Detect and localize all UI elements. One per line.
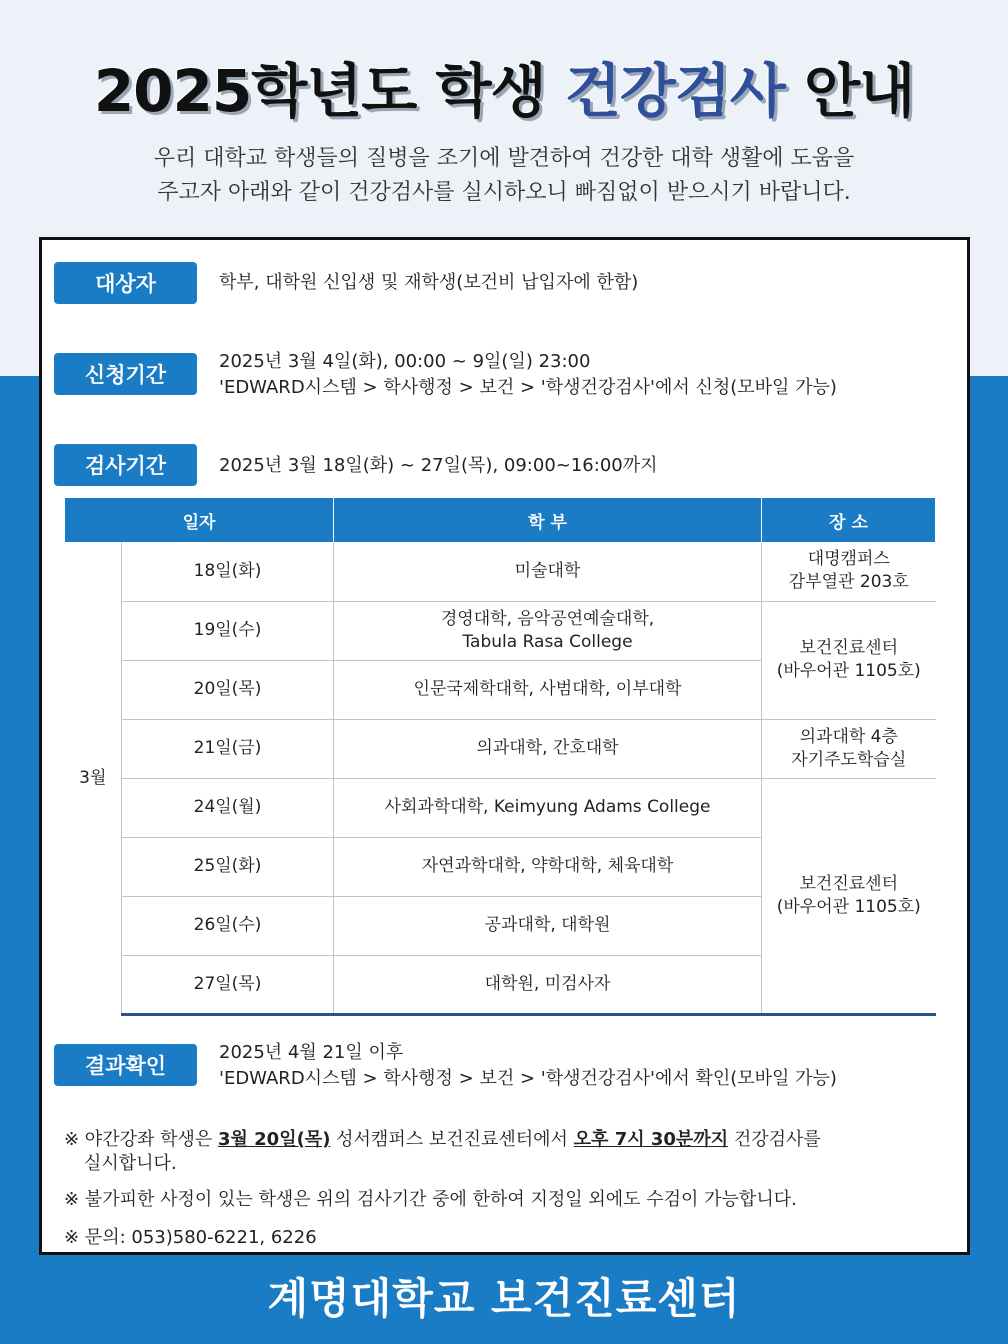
date-cell: 20일(목)	[122, 660, 334, 719]
date-cell: 24일(월)	[122, 778, 334, 837]
date-cell: 19일(수)	[122, 601, 334, 660]
date-cell: 26일(수)	[122, 896, 334, 955]
label-exam: 검사기간	[54, 444, 197, 486]
exam-text: 2025년 3월 18일(화) ~ 27일(목), 09:00~16:00까지	[219, 455, 658, 476]
dept-cell: 인문국제학대학, 사범대학, 이부대학	[334, 660, 762, 719]
note-night-class: ※ 야간강좌 학생은 3월 20일(목) 성서캠퍼스 보건진료센터에서 오후 7시 30분까지 건강검사를 실시합니다.	[64, 1129, 821, 1174]
dept-cell: 공과대학, 대학원	[334, 896, 762, 955]
dept-cell: 대학원, 미검사자	[334, 955, 762, 1014]
page-title: 2025학년도 학생 건강검사 안내	[93, 57, 915, 125]
target-text: 학부, 대학원 신입생 및 재학생(보건비 납입자에 한함)	[219, 272, 639, 293]
dept-cell: 자연과학대학, 약학대학, 체육대학	[334, 837, 762, 896]
result-text: 2025년 4월 21일 이후 'EDWARD시스템 > 학사행정 > 보건 > '학생건강검사'에서 확인(모바일 가능)	[219, 1042, 837, 1089]
place-cell: 보건진료센터 (바우어관 1105호)	[762, 778, 936, 1014]
date-cell: 25일(화)	[122, 837, 334, 896]
place-cell: 대명캠퍼스 감부열관 203호	[762, 542, 936, 601]
intro-line-2: 주고자 아래와 같이 건강검사를 실시하오니 빠짐없이 받으시기 바랍니다.	[157, 180, 851, 205]
date-cell: 18일(화)	[122, 542, 334, 601]
header-date: 일자	[65, 498, 334, 542]
header-dept: 학 부	[334, 498, 762, 542]
dept-cell: 미술대학	[334, 542, 762, 601]
apply-text: 2025년 3월 4일(화), 00:00 ~ 9일(일) 23:00 'EDWARD시스템 > 학사행정 > 보건 > '학생건강검사'에서 신청(모바일 가능)	[219, 351, 837, 398]
note-contact: ※ 문의: 053)580-6221, 6226	[64, 1227, 317, 1248]
schedule-table	[64, 498, 936, 1016]
table-header-row	[65, 498, 936, 542]
intro-text	[0, 142, 1008, 210]
intro-line-1: 우리 대학교 학생들의 질병을 조기에 발견하여 건강한 대학 생활에 도움을	[153, 146, 855, 171]
table-row	[65, 601, 936, 660]
dept-cell: 의과대학, 간호대학	[334, 719, 762, 778]
info-card	[39, 237, 970, 1255]
dept-cell: 사회과학대학, Keimyung Adams College	[334, 778, 762, 837]
date-cell: 27일(목)	[122, 955, 334, 1014]
month-cell: 3월	[79, 767, 107, 788]
place-cell: 보건진료센터 (바우어관 1105호)	[762, 601, 936, 719]
label-target: 대상자	[54, 262, 197, 304]
label-result: 결과확인	[54, 1044, 197, 1086]
footer-org-name: 계명대학교 보건진료센터	[267, 1274, 741, 1323]
dept-cell: 경영대학, 음악공연예술대학, Tabula Rasa College	[334, 601, 762, 660]
place-cell: 의과대학 4층 자기주도학습실	[762, 719, 936, 778]
header-place: 장 소	[762, 498, 936, 542]
table-row	[65, 778, 936, 837]
title-highlight: 건강검사	[564, 57, 785, 125]
date-cell: 21일(금)	[122, 719, 334, 778]
label-apply: 신청기간	[54, 353, 197, 395]
table-row	[65, 542, 936, 601]
table-row	[65, 719, 936, 778]
note-exception: ※ 불가피한 사정이 있는 학생은 위의 검사기간 중에 한하여 지정일 외에도 수검이 가능합니다.	[64, 1189, 797, 1210]
